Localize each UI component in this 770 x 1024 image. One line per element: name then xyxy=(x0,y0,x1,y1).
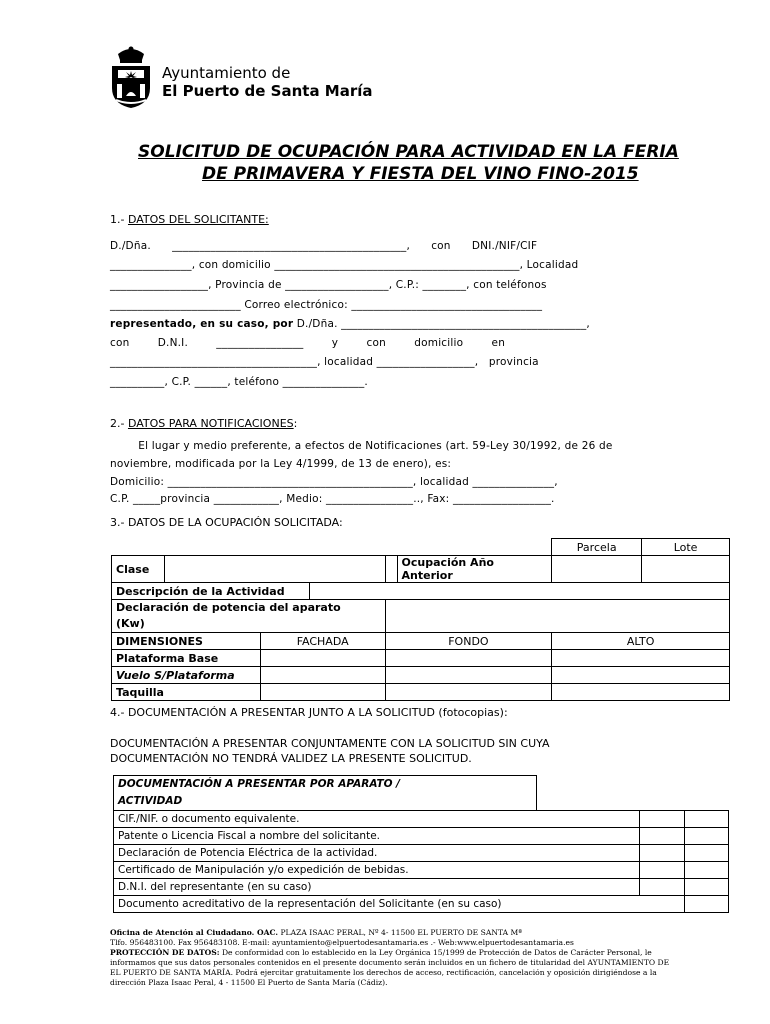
applicant-line-4[interactable]: ________________________ Correo electrónico: ___________________________________ xyxy=(110,299,543,311)
footer-contact-line: Tlfo. 956483100. Fax 956483108. E-mail: ayuntamiento@elpuertodesantamaria.es .- Web:www.elpuertodesantamaria.es xyxy=(110,938,574,947)
vuelo-label: Vuelo S/Plataforma xyxy=(112,667,261,684)
taquilla-label: Taquilla xyxy=(112,684,261,701)
section1-heading xyxy=(110,213,269,226)
notification-line-4[interactable]: C.P. _____provincia ____________, Medio: ________________.., Fax: __________________. xyxy=(110,493,555,505)
parcela-input[interactable] xyxy=(552,556,642,583)
form-title-line1: SOLICITUD DE OCUPACIÓN PARA ACTIVIDAD EN LA FERIA xyxy=(138,142,679,162)
represented-label: representado, en su caso, por xyxy=(110,318,294,330)
doc-check-cif[interactable] xyxy=(685,811,729,828)
doc-item-representacion: Documento acreditativo de la representación del Solicitante (en su caso) xyxy=(114,896,685,913)
notification-line-3[interactable]: Domicilio: _____________________________________________, localidad _______________, xyxy=(110,476,558,488)
org-name-line1: Ayuntamiento de xyxy=(162,64,291,82)
section4-heading: 4.- DOCUMENTACIÓN A PRESENTAR JUNTO A LA SOLICITUD (fotocopias): xyxy=(110,706,508,719)
fachada-header: FACHADA xyxy=(260,633,385,650)
declaracion-label: Declaración de potencia del aparato (Kw) xyxy=(112,600,386,633)
doc-item-cif: CIF./NIF. o documento equivalente. xyxy=(114,811,640,828)
plataforma-base-fondo[interactable] xyxy=(385,650,552,667)
clase-input[interactable] xyxy=(164,556,385,583)
represented-field: D./Dña. _____________________________________________, xyxy=(293,318,590,330)
descripcion-input[interactable] xyxy=(309,583,729,600)
ocupacion-anterior-label: Ocupación Año Anterior xyxy=(397,556,552,583)
doc-item-patente: Patente o Licencia Fiscal a nombre del solicitante. xyxy=(114,828,640,845)
footer xyxy=(110,928,669,988)
footer-office-line: Oficina de Atención al Ciudadano. OAC. PLAZA ISAAC PERAL, Nº 4- 11500 EL PUERTO DE SANTA Mª xyxy=(110,928,522,937)
vuelo-alto[interactable] xyxy=(552,667,730,684)
org-name-line2: El Puerto de Santa María xyxy=(162,82,373,100)
doc-check-dni[interactable] xyxy=(685,879,729,896)
declaracion-input[interactable] xyxy=(385,600,729,633)
documentation-notice-line2: DOCUMENTACIÓN NO TENDRÁ VALIDEZ LA PRESENTE SOLICITUD. xyxy=(110,752,472,765)
lote-header: Lote xyxy=(642,539,730,556)
clase-spacer xyxy=(385,556,397,583)
section1-title: DATOS DEL SOLICITANTE: xyxy=(127,213,269,226)
doc-item-potencia: Declaración de Potencia Eléctrica de la actividad. xyxy=(114,845,640,862)
vuelo-fachada[interactable] xyxy=(260,667,385,684)
applicant-line-1[interactable]: D./Dña. ___________________________________________, con DNI./NIF/CIF xyxy=(110,240,538,252)
section3-heading: 3.- DATOS DE LA OCUPACIÓN SOLICITADA: xyxy=(110,516,343,529)
notification-line-1: El lugar y medio preferente, a efectos de Notificaciones (art. 59-Ley 30/1992, de 26 de xyxy=(110,440,613,452)
footer-privacy-line2: informamos que sus datos personales contenidos en el presente documento serán incluidos en un fichero de titularidad del AYUNTAMIENTO DE xyxy=(110,958,670,967)
coat-of-arms-logo xyxy=(108,44,154,110)
taquilla-alto[interactable] xyxy=(552,684,730,701)
section1-number: 1.- xyxy=(110,213,125,226)
dimensiones-header: DIMENSIONES xyxy=(112,633,261,650)
lote-input[interactable] xyxy=(642,556,730,583)
doc-check-representacion[interactable] xyxy=(685,896,729,913)
documentation-notice-line1: DOCUMENTACIÓN A PRESENTAR CONJUNTAMENTE CON LA SOLICITUD SIN CUYA xyxy=(110,737,550,750)
form-title-line2: DE PRIMAVERA Y FIESTA DEL VINO FINO-2015 xyxy=(202,164,639,184)
plataforma-base-fachada[interactable] xyxy=(260,650,385,667)
plataforma-base-label: Plataforma Base xyxy=(112,650,261,667)
representative-line[interactable] xyxy=(110,318,590,330)
notification-line-2: noviembre, modificada por la Ley 4/1999, de 13 de enero), es: xyxy=(110,458,452,470)
doc-check-potencia[interactable] xyxy=(685,845,729,862)
documentation-table-header: DOCUMENTACIÓN A PRESENTAR POR APARATO / ACTIVIDAD xyxy=(114,776,537,811)
taquilla-fondo[interactable] xyxy=(385,684,552,701)
footer-privacy-line1: PROTECCIÓN DE DATOS: De conformidad con lo establecido en la Ley Orgánica 15/1999 de Protección de Datos de Carácter Personal, le xyxy=(110,948,652,957)
descripcion-label: Descripción de la Actividad xyxy=(112,583,310,600)
applicant-line-3[interactable]: __________________, Provincia de ___________________, C.P.: ________, con teléfonos xyxy=(110,279,547,291)
section2-number: 2.- xyxy=(110,417,125,430)
doc-item-manipulacion: Certificado de Manipulación y/o expedición de bebidas. xyxy=(114,862,640,879)
footer-privacy-line3: EL PUERTO DE SANTA MARÍA. Podrá ejercitar gratuitamente los derechos de acceso, rectificación, cancelación y oposición dirigiéndose a la xyxy=(110,968,657,977)
clase-label: Clase xyxy=(112,556,165,583)
alto-header: ALTO xyxy=(552,633,730,650)
taquilla-fachada[interactable] xyxy=(260,684,385,701)
fondo-header: FONDO xyxy=(385,633,552,650)
representative-line-3[interactable]: ______________________________________, localidad __________________, provincia xyxy=(110,356,539,368)
section2-title: DATOS PARA NOTIFICACIONES xyxy=(127,417,294,430)
representative-line-4[interactable]: __________, C.P. ______, teléfono _______________. xyxy=(110,376,368,388)
documentation-table xyxy=(113,775,729,913)
vuelo-fondo[interactable] xyxy=(385,667,552,684)
section2-heading: 2.- DATOS PARA NOTIFICACIONES: xyxy=(110,417,298,430)
occupation-table xyxy=(111,538,730,701)
parcela-header: Parcela xyxy=(552,539,642,556)
plataforma-base-alto[interactable] xyxy=(552,650,730,667)
doc-check-manipulacion[interactable] xyxy=(685,862,729,879)
doc-item-dni: D.N.I. del representante (en su caso) xyxy=(114,879,640,896)
footer-privacy-line4: dirección Plaza Isaac Peral, 4 - 11500 El Puerto de Santa María (Cádiz). xyxy=(110,978,388,987)
doc-check-patente[interactable] xyxy=(685,828,729,845)
applicant-line-2[interactable]: _______________, con domicilio _____________________________________________, Localidad xyxy=(110,259,579,271)
representative-line-2[interactable]: con D.N.I. ________________ y con domicilio en xyxy=(110,337,506,349)
